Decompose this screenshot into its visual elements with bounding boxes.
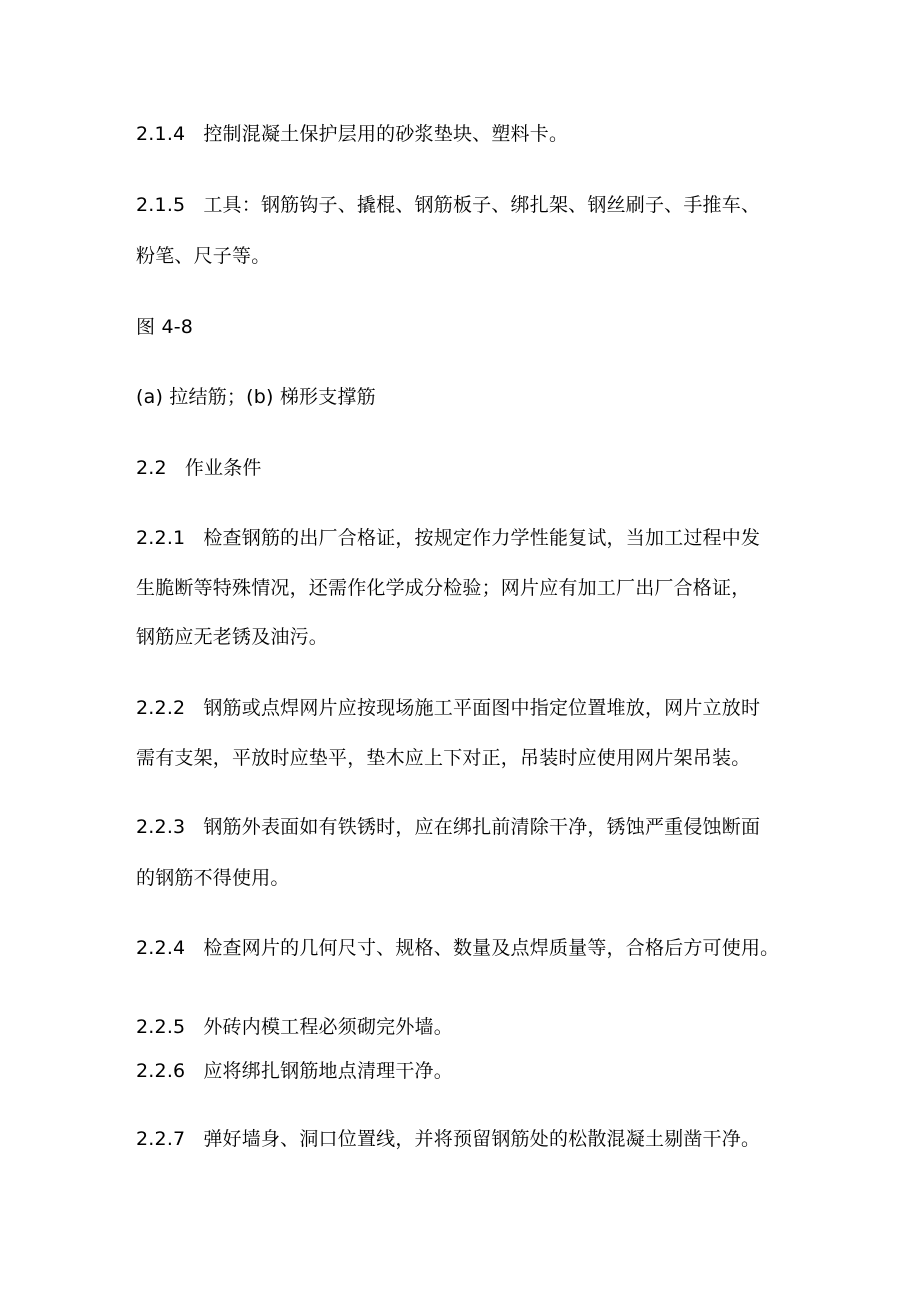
clause-text: 控制混凝土保护层用的砂浆垫块、塑料卡。 <box>203 123 569 145</box>
clause-2-2-2 <box>136 696 760 720</box>
clause-text-continuation: 粉笔、尺子等。 <box>136 245 271 267</box>
clause-2-2-1 <box>136 526 760 550</box>
clause-number: 2.2.1 <box>136 527 186 549</box>
clause-text: 检查钢筋的出厂合格证，按规定作力学性能复试，当加工过程中发 <box>203 527 761 549</box>
clause-2-2-4 <box>136 936 779 960</box>
clause-number: 2.2.2 <box>136 697 186 719</box>
clause-text-continuation: 的钢筋不得使用。 <box>136 867 290 889</box>
clause-number: 2.2.7 <box>136 1128 186 1150</box>
clause-number: 2.2.6 <box>136 1060 186 1082</box>
section-title: 作业条件 <box>184 457 262 479</box>
clause-number: 2.1.4 <box>136 123 186 145</box>
clause-2-2-5 <box>136 1015 453 1039</box>
clause-2-1-5 <box>136 193 760 217</box>
clause-text-continuation: 生脆断等特殊情况，还需作化学成分检验；网片应有加工厂出厂合格证， <box>136 577 751 599</box>
clause-number: 2.2.4 <box>136 937 186 959</box>
clause-text: 弹好墙身、洞口位置线，并将预留钢筋处的松散混凝土剔凿干净。 <box>203 1128 761 1150</box>
figure-subcaption: (a) 拉结筋；(b) 梯形支撑筋 <box>136 386 376 408</box>
clause-2-2-3 <box>136 815 760 839</box>
clause-number: 2.2.3 <box>136 816 186 838</box>
clause-2-2-7 <box>136 1127 760 1151</box>
clause-text: 工具：钢筋钩子、撬棍、钢筋板子、绑扎架、钢丝刷子、手推车、 <box>203 194 761 216</box>
clause-text: 钢筋外表面如有铁锈时，应在绑扎前清除干净，锈蚀严重侵蚀断面 <box>203 816 761 838</box>
clause-2-1-4 <box>136 122 568 146</box>
section-number: 2.2 <box>136 457 167 479</box>
clause-text: 钢筋或点焊网片应按现场施工平面图中指定位置堆放，网片立放时 <box>203 697 761 719</box>
section-heading-2-2 <box>136 456 262 480</box>
clause-number: 2.1.5 <box>136 194 186 216</box>
clause-text: 检查网片的几何尺寸、规格、数量及点焊质量等，合格后方可使用。 <box>203 937 780 959</box>
clause-2-2-6 <box>136 1059 453 1083</box>
clause-number: 2.2.5 <box>136 1016 186 1038</box>
clause-text: 外砖内模工程必须砌完外墙。 <box>203 1016 453 1038</box>
clause-text-continuation: 钢筋应无老锈及油污。 <box>136 626 329 648</box>
clause-text: 应将绑扎钢筋地点清理干净。 <box>203 1060 453 1082</box>
clause-text-continuation: 需有支架，平放时应垫平，垫木应上下对正，吊装时应使用网片架吊装。 <box>136 747 751 769</box>
figure-caption: 图 4-8 <box>136 316 194 338</box>
